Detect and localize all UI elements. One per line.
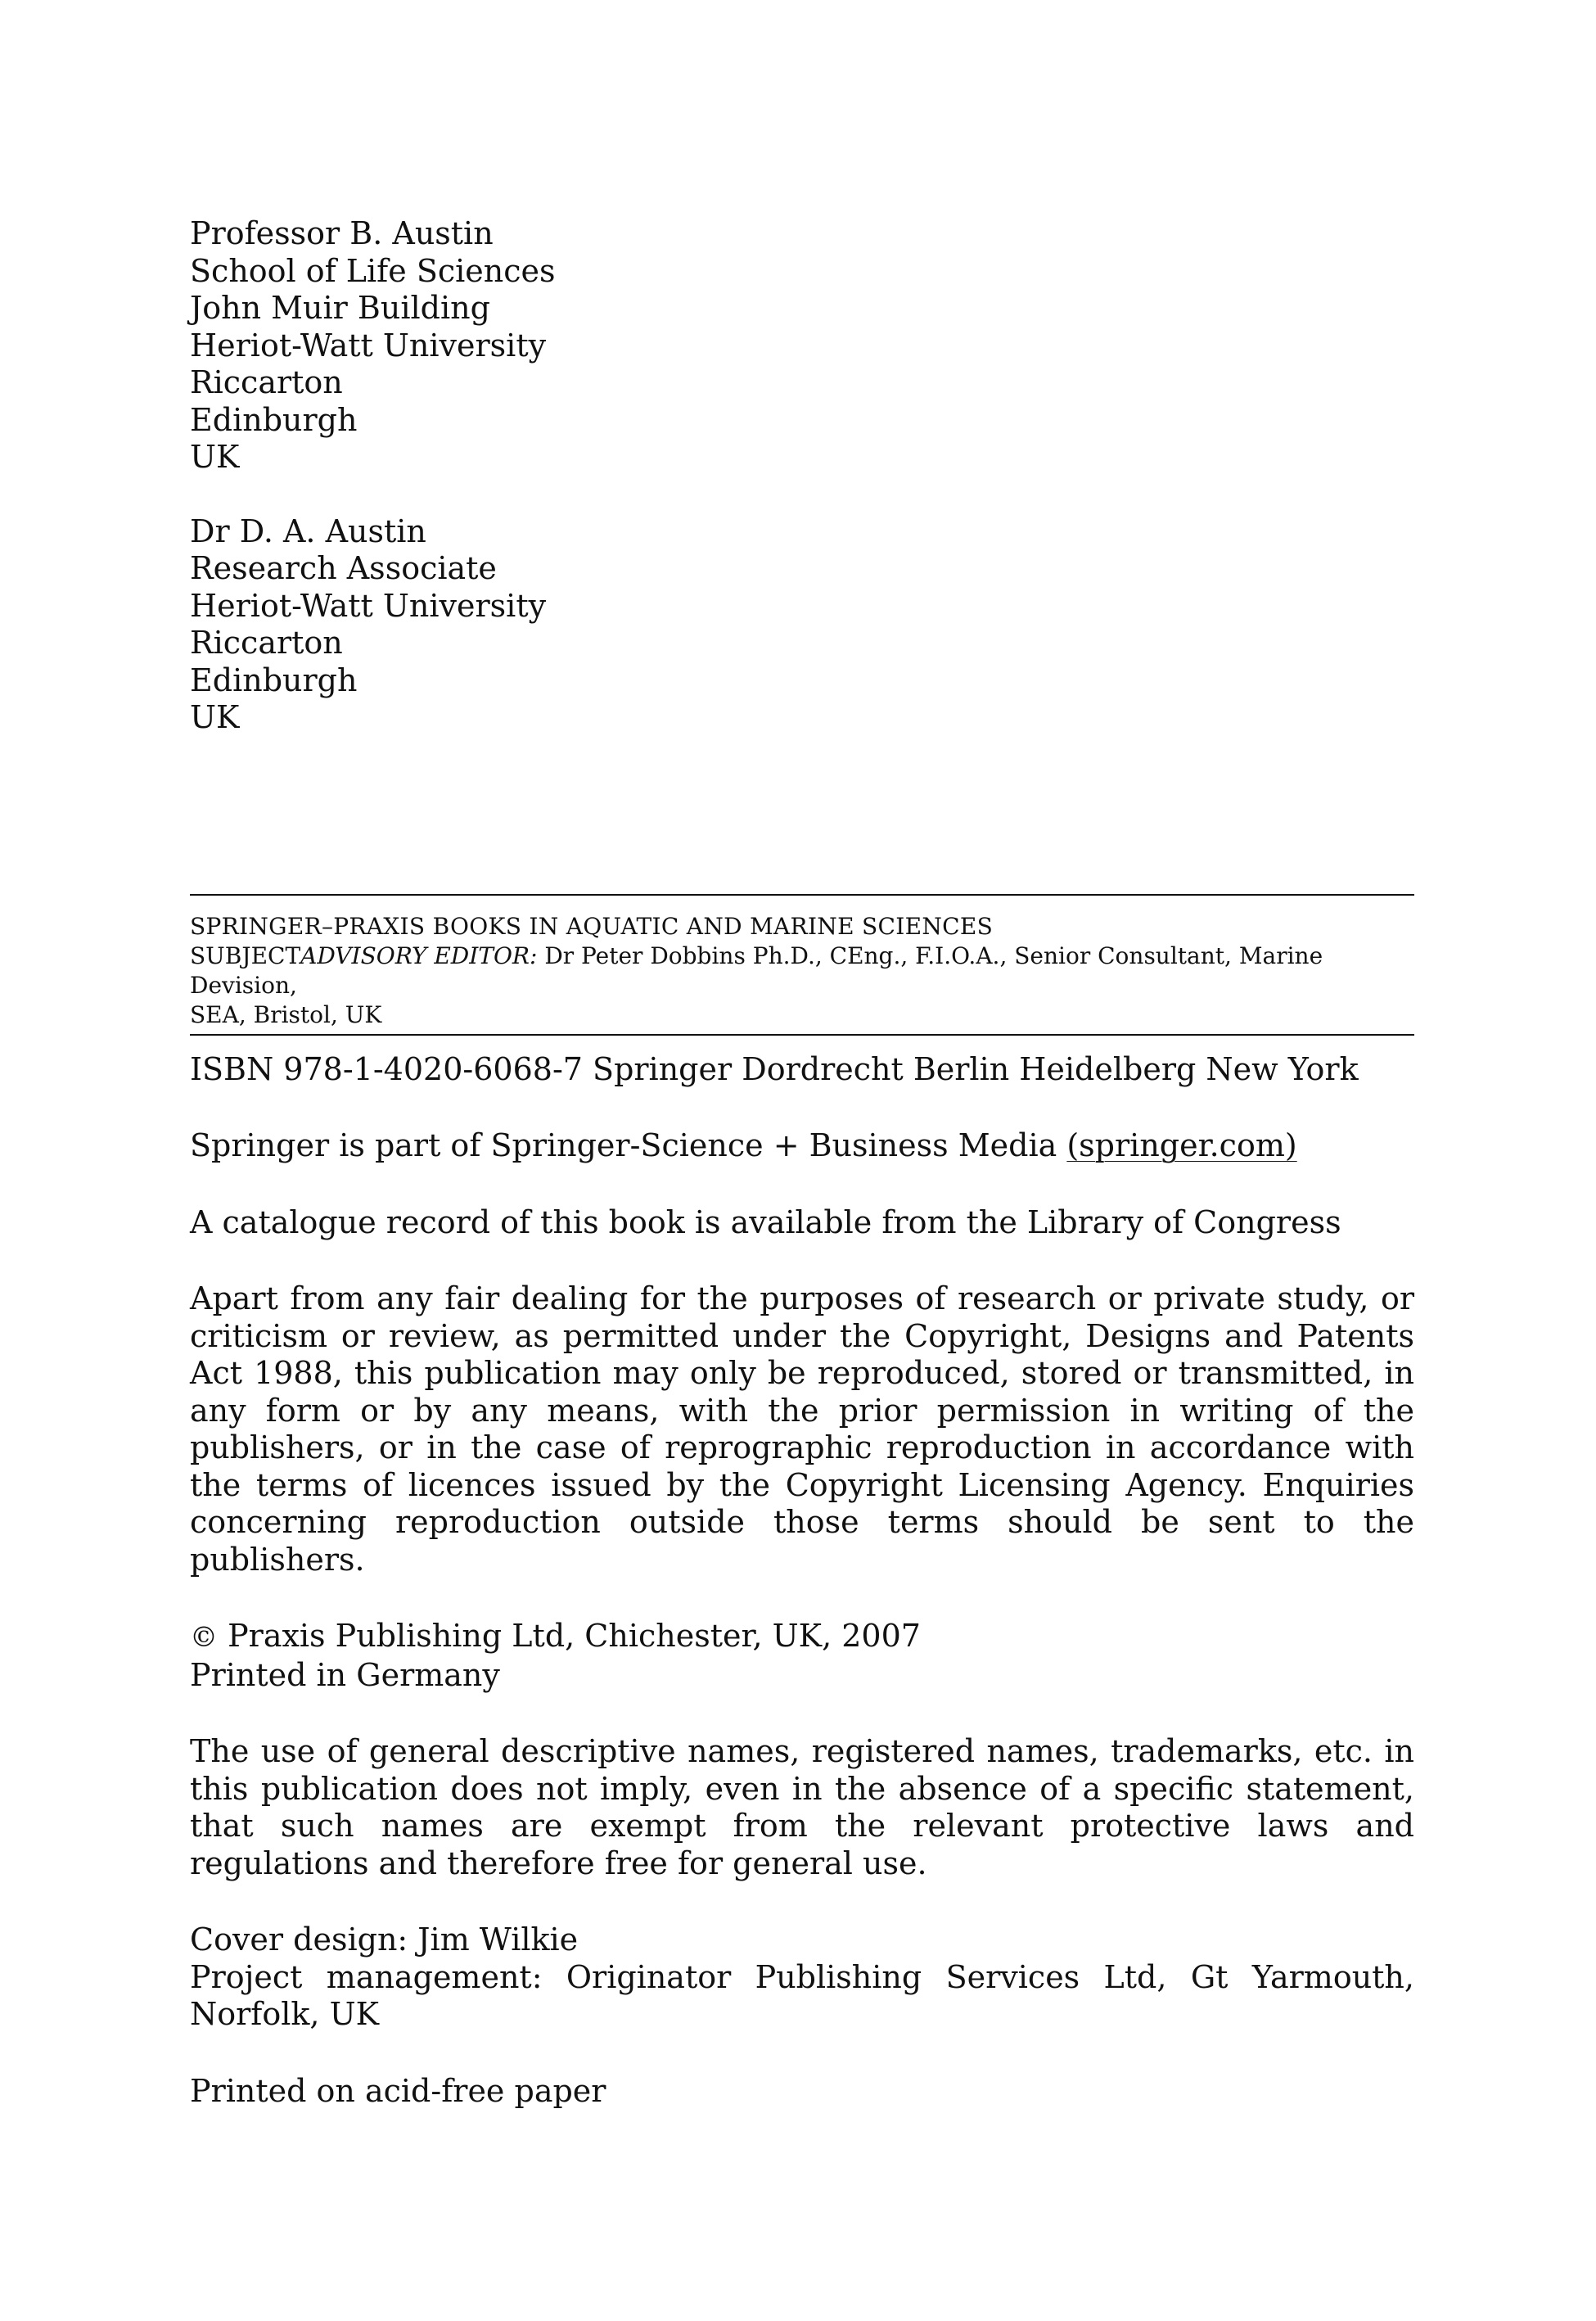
series-title: SPRINGER–PRAXIS BOOKS IN AQUATIC AND MARINE SCIENCES — [190, 912, 994, 940]
address-line: Research Associate — [190, 550, 497, 586]
subject-prefix: SUBJECT — [190, 941, 301, 969]
rights-paragraph: Apart from any fair dealing for the purposes of research or private study, or criticism or review, as permitted under the Copyright, Designs and Patents Act 1988, this publication may only be reproduced, stored or transmitted, in any form or by any means, with the prior permission in writing of the publishers, or in the case of reprographic reproduction in accordance with the terms of licences issued by the Copyright Licensing Agency. Enquiries concerning reproduction outside those terms should be sent to the publishers. — [190, 1280, 1414, 1578]
trademark-paragraph: The use of general descriptive names, registered names, trademarks, etc. in this publication does not imply, even in the absence of a specific statement, that such names are exempt from the relevant protective laws and regulations and therefore free for general use. — [190, 1733, 1414, 1881]
address-line: Heriot-Watt University — [190, 327, 547, 364]
copyright-notice — [190, 1618, 1414, 1694]
address-line: Edinburgh — [190, 662, 358, 698]
springer-part-text: Springer is part of Springer-Science + Business Media — [190, 1127, 1067, 1163]
address-line: Dr D. A. Austin — [190, 513, 426, 549]
series-editor — [190, 941, 1414, 1000]
address-line: Riccarton — [190, 364, 343, 400]
copyright-icon: © — [190, 1621, 218, 1654]
editor-text: Dr Peter Dobbins Ph.D., CEng., F.I.O.A., Senior Consultant, Marine Devision, — [190, 941, 1323, 999]
address-line: Riccarton — [190, 625, 343, 661]
author-address-2 — [190, 513, 1414, 737]
catalogue-record: A catalogue record of this book is available from the Library of Congress — [190, 1203, 1341, 1240]
cover-design-credit: Cover design: Jim Wilkie — [190, 1921, 579, 1957]
springer-link[interactable]: (springer.com) — [1066, 1127, 1297, 1163]
editor-label: ADVISORY EDITOR: — [300, 941, 538, 969]
address-line: UK — [190, 699, 240, 735]
address-line: Edinburgh — [190, 401, 358, 438]
project-management-credit: Project management: Originator Publishing Services Ltd, Gt Yarmouth, Norfolk, UK — [190, 1958, 1414, 2032]
isbn-line: ISBN 978-1-4020-6068-7 Springer Dordrecht Berlin Heidelberg New York — [190, 1050, 1359, 1087]
credits — [190, 1921, 1414, 2034]
page-content — [190, 215, 1414, 2110]
printed-country: Printed in Germany — [190, 1656, 500, 1693]
author-addresses — [190, 215, 1414, 737]
copyright-line — [190, 1618, 1414, 1657]
springer-part-line — [190, 1127, 1414, 1165]
editor-location: SEA, Bristol, UK — [190, 1000, 382, 1028]
series-info-box — [190, 894, 1414, 1036]
author-address-1 — [190, 215, 1414, 476]
address-line: John Muir Building — [190, 290, 490, 326]
address-line: UK — [190, 439, 240, 475]
address-line: School of Life Sciences — [190, 252, 556, 289]
address-line: Heriot-Watt University — [190, 587, 547, 624]
address-line: Professor B. Austin — [190, 215, 494, 251]
copyright-holder: Praxis Publishing Ltd, Chichester, UK, 2007 — [218, 1618, 921, 1654]
paper-note: Printed on acid-free paper — [190, 2072, 606, 2109]
